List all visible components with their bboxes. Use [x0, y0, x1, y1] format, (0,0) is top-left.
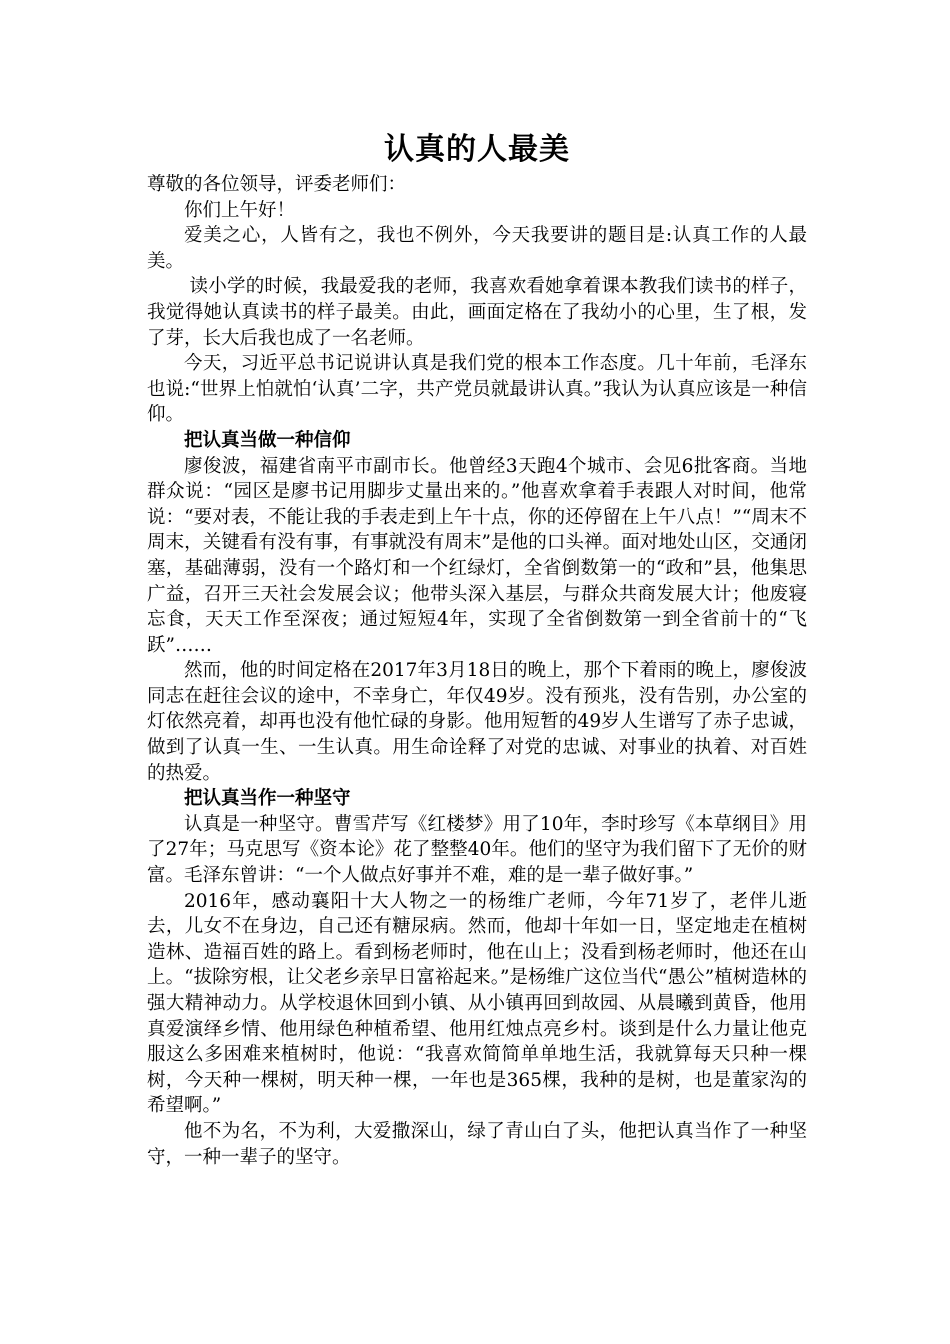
section-heading-belief: 把认真当做一种信仰 — [184, 429, 351, 451]
salutation: 尊敬的各位领导，评委老师们： — [147, 174, 407, 195]
paragraph-intro: 爱美之心，人皆有之，我也不例外，今天我要讲的题目是:认真工作的人最美。 — [147, 225, 807, 272]
paragraph-liao-death: 然而，他的时间定格在2017年3月18日的晚上，那个下着雨的晚上，廖俊波同志在赶往会议的途中，不幸身亡，年仅49岁。没有预兆，没有告别，办公室的灯依然亮着，却再也没有他忙碌的身影。他用短暂的49岁人生谱写了赤子忠诚，做到了认真一生、一生认真。用生命诠释了对党的忠诚、对事业的执着、对百姓的热爱。 — [147, 660, 807, 784]
section-heading-persistence: 把认真当作一种坚守 — [184, 788, 351, 810]
paragraph-conclusion: 他不为名，不为利，大爱撒深山，绿了青山白了头，他把认真当作了一种坚守，一种一辈子的坚守。 — [147, 1120, 807, 1168]
paragraph-persistence: 认真是一种坚守。曹雪芹写《红楼梦》用了10年，李时珍写《本草纲目》用了27年；马克思写《资本论》花了整整40年。他们的坚守为我们留下了无价的财富。毛泽东曾讲：“一个人做点好事并不难，难的是一辈子做好事。” — [147, 813, 807, 887]
document-body — [147, 128, 807, 1170]
paragraph-liao-junbo: 廖俊波，福建省南平市副市长。他曾经3天跑4个城市、会见6批客商。当地群众说：“园区是廖书记用脚步丈量出来的。”他喜欢拿着手表跟人对时间，他常说：“要对表，不能让我的手表走到上午十点，你的还停留在上午八点！”“周末不周末，关键看有没有事，有事就没有周末”是他的口头禅。面对地处山区，交通闭塞，基础薄弱，没有一个路灯和一个红绿灯，全省倒数第一的“政和”县，他集思广益，召开三天社会发展会议；他带头深入基层，与群众共商发展大计；他废寝忘食，天天工作至深夜；通过短短4年，实现了全省倒数第一到全省前十的“飞跃”…… — [147, 455, 807, 656]
paragraph-today: 今天，习近平总书记说讲认真是我们党的根本工作态度。几十年前，毛泽东也说:“世界上怕就怕‘认真’二字，共产党员就最讲认真。”我认为认真应该是一种信仰。 — [147, 353, 807, 426]
greeting: 你们上午好！ — [184, 199, 296, 221]
document-title: 认真的人最美 — [384, 132, 570, 167]
paragraph-childhood: 读小学的时候，我最爱我的老师，我喜欢看她拿着课本教我们读书的样子，我觉得她认真读书的样子最美。由此，画面定格在了我幼小的心里，生了根，发了芽，长大后我也成了一名老师。 — [147, 276, 807, 349]
paragraph-yang-weiguang: 2016年，感动襄阳十大人物之一的杨维广老师，今年71岁了，老伴儿逝去，儿女不在身边，自己还有糖尿病。然而，他却十年如一日，坚定地走在植树造林、造福百姓的路上。看到杨老师时，他在山上；没看到杨老师时，他还在山上。“拔除穷根，让父老乡亲早日富裕起来。”是杨维广这位当代“愚公”植树造林的强大精神动力。从学校退休回到小镇、从小镇再回到故园、从晨曦到黄昏，他用真爱演绎乡情、他用绿色种植希望、他用红烛点亮乡村。谈到是什么力量让他克服这么多困难来植树时，他说：“我喜欢简简单单地生活，我就算每天只种一棵树，今天种一棵树，明天种一棵，一年也是365棵，我种的是树，也是董家沟的希望啊。” — [147, 890, 807, 1117]
